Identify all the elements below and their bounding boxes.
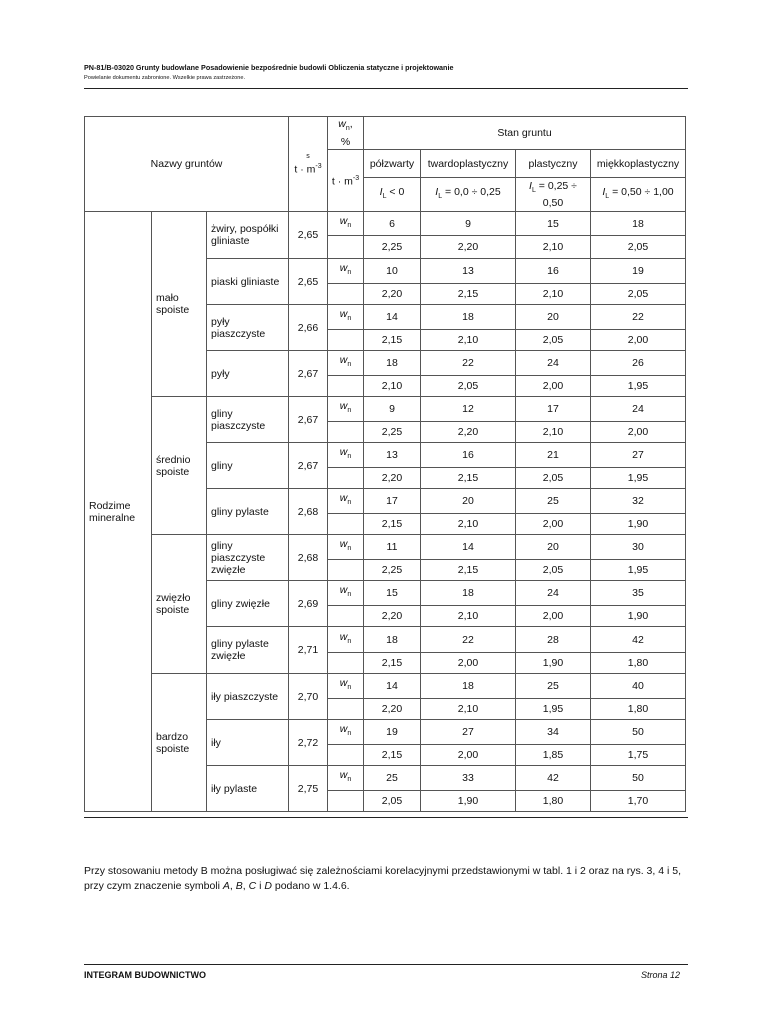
density-value: 1,80 <box>591 653 686 674</box>
moisture-header <box>328 117 364 150</box>
wn-w: w <box>339 538 348 551</box>
symbol-b: B <box>235 880 243 892</box>
moisture-value: 10 <box>364 259 421 284</box>
density-value: 1,90 <box>421 791 516 812</box>
density-value: 2,25 <box>364 236 421 259</box>
wn-unit: % <box>340 135 351 148</box>
moisture-value: 20 <box>421 489 516 514</box>
wn-sub: n <box>347 776 352 784</box>
il-range-3 <box>591 178 686 212</box>
state-polzwarty: półzwarty <box>364 150 421 178</box>
soil-row-wn <box>85 535 686 560</box>
density-value: 2,20 <box>421 422 516 443</box>
wn-comma: , <box>349 118 353 131</box>
specific-density-value: 2,75 <box>289 766 328 812</box>
note-paragraph <box>84 864 694 894</box>
density-value: 1,80 <box>516 791 591 812</box>
il-i: I <box>529 179 532 192</box>
wn-w: w <box>339 492 348 505</box>
density-symbol-cell <box>328 791 364 812</box>
density-unit-exponent: -3 <box>352 175 360 183</box>
soil-name: gliny zwięzłe <box>207 581 289 627</box>
density-value: 2,15 <box>421 560 516 581</box>
density-symbol-cell <box>328 699 364 720</box>
moisture-value: 26 <box>591 351 686 376</box>
moisture-value: 15 <box>364 581 421 606</box>
density-value: 2,10 <box>421 606 516 627</box>
moisture-value: 9 <box>421 212 516 236</box>
moisture-value: 25 <box>516 489 591 514</box>
wn-sub: n <box>347 684 352 692</box>
note-sep: , <box>229 880 236 892</box>
moisture-value: 50 <box>591 766 686 791</box>
density-value: 2,20 <box>364 606 421 627</box>
density-symbol-cell <box>328 514 364 535</box>
wn-symbol-cell <box>328 489 364 514</box>
density-value: 2,15 <box>364 330 421 351</box>
wn-sub: n <box>347 407 352 415</box>
density-symbol-cell <box>328 745 364 766</box>
moisture-value: 22 <box>591 305 686 330</box>
specific-density-value: 2,65 <box>289 212 328 259</box>
wn-sub: n <box>347 499 352 507</box>
wn-w: w <box>339 308 348 321</box>
density-value: 2,00 <box>591 422 686 443</box>
density-value: 2,25 <box>364 560 421 581</box>
density-value: 1,95 <box>591 468 686 489</box>
soil-group-name: mało spoiste <box>152 212 207 397</box>
specific-density-value: 2,69 <box>289 581 328 627</box>
soil-name: iły piaszczyste <box>207 674 289 720</box>
wn-w: w <box>339 214 348 227</box>
density-value: 2,00 <box>516 514 591 535</box>
moisture-value: 19 <box>364 720 421 745</box>
state-twardoplastyczny: twardoplastyczny <box>421 150 516 178</box>
wn-w: w <box>339 400 348 413</box>
specific-density-value: 2,72 <box>289 720 328 766</box>
moisture-value: 50 <box>591 720 686 745</box>
t-unit-exponent: -3 <box>315 162 322 170</box>
wn-symbol-cell <box>328 627 364 653</box>
il-l: L <box>531 187 536 195</box>
moisture-value: 40 <box>591 674 686 699</box>
density-value: 2,10 <box>421 514 516 535</box>
moisture-value: 15 <box>516 212 591 236</box>
il-range-0 <box>364 178 421 212</box>
rodzime-mineralne-cell: Rodzime mineralne <box>85 212 152 812</box>
wn-w: w <box>339 262 348 275</box>
soil-group-name: średnio spoiste <box>152 397 207 535</box>
density-symbol-cell <box>328 236 364 259</box>
soil-row-wn <box>85 212 686 236</box>
moisture-value: 24 <box>516 351 591 376</box>
moisture-value: 28 <box>516 627 591 653</box>
wn-sub: n <box>347 222 352 230</box>
density-value: 2,10 <box>364 376 421 397</box>
moisture-value: 18 <box>591 212 686 236</box>
specific-density-value: 2,71 <box>289 627 328 674</box>
moisture-value: 14 <box>421 535 516 560</box>
soil-name: gliny <box>207 443 289 489</box>
il-range-1 <box>421 178 516 212</box>
wn-sub: n <box>347 638 352 646</box>
specific-density-value: 2,68 <box>289 489 328 535</box>
density-value: 2,05 <box>591 284 686 305</box>
soil-name: gliny piaszczyste zwięzłe <box>207 535 289 581</box>
moisture-value: 17 <box>364 489 421 514</box>
footer-page-number: Strona 12 <box>641 970 681 980</box>
soil-group-name: zwięzło spoiste <box>152 535 207 674</box>
density-value: 2,10 <box>421 699 516 720</box>
il-value: < 0 <box>389 185 405 198</box>
wn-sub: n <box>347 315 352 323</box>
wn-symbol-cell <box>328 581 364 606</box>
specific-density-header <box>289 117 328 212</box>
soil-row-wn <box>85 397 686 422</box>
moisture-value: 27 <box>421 720 516 745</box>
il-l: L <box>438 193 443 201</box>
wn-symbol-cell <box>328 443 364 468</box>
moisture-value: 25 <box>516 674 591 699</box>
soil-name: gliny piaszczyste <box>207 397 289 443</box>
density-value: 2,05 <box>591 236 686 259</box>
note-text-2: podano w 1.4.6. <box>271 880 350 892</box>
note-sep: i <box>256 880 265 892</box>
moisture-value: 16 <box>421 443 516 468</box>
soil-name: pyły <box>207 351 289 397</box>
soil-state-header: Stan gruntu <box>364 117 686 150</box>
density-value: 2,15 <box>364 653 421 674</box>
density-value: 2,15 <box>421 284 516 305</box>
wn-w: w <box>339 769 348 782</box>
density-value: 2,15 <box>364 514 421 535</box>
soil-name: pyły piaszczyste <box>207 305 289 351</box>
density-value: 1,80 <box>591 699 686 720</box>
soil-names-header: Nazwy gruntów <box>85 117 289 212</box>
moisture-value: 25 <box>364 766 421 791</box>
il-i: I <box>435 185 439 198</box>
specific-density-value: 2,68 <box>289 535 328 581</box>
wn-symbol-cell <box>328 766 364 791</box>
symbol-d: D <box>264 880 272 892</box>
moisture-value: 21 <box>516 443 591 468</box>
moisture-value: 24 <box>516 581 591 606</box>
moisture-value: 30 <box>591 535 686 560</box>
state-miekkoplastyczny: miękkoplastyczny <box>591 150 686 178</box>
density-value: 2,00 <box>516 606 591 627</box>
footer-rule <box>84 964 688 965</box>
il-l: L <box>382 193 387 201</box>
density-value: 2,05 <box>516 468 591 489</box>
il-value: = 0,50 ÷ 1,00 <box>612 185 674 198</box>
moisture-value: 34 <box>516 720 591 745</box>
moisture-value: 9 <box>364 397 421 422</box>
wn-symbol-cell <box>328 305 364 330</box>
moisture-value: 22 <box>421 351 516 376</box>
density-value: 1,70 <box>591 791 686 812</box>
wn-symbol-cell <box>328 259 364 284</box>
moisture-value: 11 <box>364 535 421 560</box>
density-value: 2,05 <box>364 791 421 812</box>
soil-name: gliny pylaste <box>207 489 289 535</box>
specific-density-value: 2,66 <box>289 305 328 351</box>
density-value: 2,05 <box>421 376 516 397</box>
moisture-value: 22 <box>421 627 516 653</box>
density-value: 1,90 <box>591 514 686 535</box>
wn-w: w <box>339 584 348 597</box>
footer-publisher: INTEGRAM BUDOWNICTWO <box>84 970 206 980</box>
soil-row-wn <box>85 674 686 699</box>
density-value: 1,75 <box>591 745 686 766</box>
density-symbol-cell <box>328 376 364 397</box>
moisture-value: 20 <box>516 305 591 330</box>
symbol-c: C <box>248 880 257 892</box>
density-value: 2,05 <box>516 330 591 351</box>
moisture-value: 14 <box>364 674 421 699</box>
moisture-value: 18 <box>421 305 516 330</box>
t-unit: t · m <box>294 163 316 176</box>
symbol-a: A <box>222 880 230 892</box>
density-value: 2,20 <box>364 468 421 489</box>
wn-sub: n <box>345 125 350 133</box>
wn-symbol-cell <box>328 397 364 422</box>
s-symbol: s <box>306 152 310 160</box>
moisture-value: 6 <box>364 212 421 236</box>
soil-name: iły pylaste <box>207 766 289 812</box>
specific-density-value: 2,67 <box>289 397 328 443</box>
density-value: 1,85 <box>516 745 591 766</box>
soil-properties-table <box>84 116 686 812</box>
density-unit: t · m <box>331 175 353 188</box>
moisture-value: 18 <box>421 581 516 606</box>
moisture-value: 33 <box>421 766 516 791</box>
density-value: 2,20 <box>364 699 421 720</box>
document-header-subtitle: Powielanie dokumentu zabronione. Wszelkie prawa zastrzeżone. <box>84 75 246 81</box>
moisture-value: 16 <box>516 259 591 284</box>
wn-w: w <box>339 723 348 736</box>
moisture-value: 42 <box>516 766 591 791</box>
wn-sub: n <box>347 453 352 461</box>
soil-name: piaski gliniaste <box>207 259 289 305</box>
density-value: 2,10 <box>516 422 591 443</box>
density-value: 2,00 <box>421 653 516 674</box>
soil-name: iły <box>207 720 289 766</box>
moisture-value: 27 <box>591 443 686 468</box>
note-sep: , <box>242 880 249 892</box>
il-value: = 0,0 ÷ 0,25 <box>445 185 501 198</box>
specific-density-value: 2,67 <box>289 443 328 489</box>
density-value: 2,10 <box>516 284 591 305</box>
moisture-value: 13 <box>364 443 421 468</box>
specific-density-value: 2,70 <box>289 674 328 720</box>
il-i: I <box>379 185 383 198</box>
note-text-1: Przy stosowaniu metody B można posługiwać się zależnościami korelacyjnymi przedstawionymi w tabl. 1 i 2 oraz na rys. 3, 4 i 5, przy czym znaczenie symboli <box>84 865 681 892</box>
moisture-value: 35 <box>591 581 686 606</box>
density-value: 2,00 <box>516 376 591 397</box>
wn-w: w <box>339 677 348 690</box>
document-header-title: PN-81/B-03020 Grunty budowlane Posadowienie bezpośrednie budowli Obliczenia statyczne i projektowanie <box>84 63 454 72</box>
wn-w: w <box>339 354 348 367</box>
density-symbol-cell <box>328 606 364 627</box>
density-value: 2,15 <box>421 468 516 489</box>
moisture-value: 18 <box>364 627 421 653</box>
wn-symbol-cell <box>328 535 364 560</box>
density-value: 1,95 <box>591 560 686 581</box>
wn-w: w <box>339 446 348 459</box>
wn-symbol-cell <box>328 212 364 236</box>
moisture-value: 14 <box>364 305 421 330</box>
wn-sub: n <box>347 730 352 738</box>
wn-sub: n <box>347 269 352 277</box>
density-value: 2,20 <box>364 284 421 305</box>
moisture-value: 18 <box>421 674 516 699</box>
wn-sub: n <box>347 591 352 599</box>
wn-symbol-cell <box>328 674 364 699</box>
density-symbol-cell <box>328 330 364 351</box>
density-symbol-cell <box>328 284 364 305</box>
wn-w: w <box>339 630 348 643</box>
density-value: 2,10 <box>421 330 516 351</box>
soil-name: gliny pylaste zwięzłe <box>207 627 289 674</box>
density-value: 2,00 <box>421 745 516 766</box>
table-bottom-rule <box>84 817 688 818</box>
state-plastyczny: plastyczny <box>516 150 591 178</box>
wn-w: w <box>338 118 346 131</box>
density-value: 2,05 <box>516 560 591 581</box>
moisture-value: 24 <box>591 397 686 422</box>
density-symbol-cell <box>328 653 364 674</box>
density-value: 2,25 <box>364 422 421 443</box>
density-value: 2,00 <box>591 330 686 351</box>
density-symbol-cell <box>328 468 364 489</box>
wn-sub: n <box>347 361 352 369</box>
moisture-value: 17 <box>516 397 591 422</box>
moisture-value: 42 <box>591 627 686 653</box>
wn-symbol-cell <box>328 351 364 376</box>
moisture-value: 20 <box>516 535 591 560</box>
soil-name: żwiry, pospółki gliniaste <box>207 212 289 259</box>
wn-sub: n <box>347 545 352 553</box>
il-i: I <box>602 185 606 198</box>
moisture-value: 19 <box>591 259 686 284</box>
moisture-value: 32 <box>591 489 686 514</box>
moisture-value: 18 <box>364 351 421 376</box>
density-symbol-cell <box>328 560 364 581</box>
density-value: 2,10 <box>516 236 591 259</box>
density-unit-header <box>328 150 364 212</box>
moisture-value: 13 <box>421 259 516 284</box>
density-value: 2,20 <box>421 236 516 259</box>
il-value: = 0,25 ÷ 0,50 <box>538 179 577 210</box>
density-value: 1,90 <box>591 606 686 627</box>
density-value: 2,15 <box>364 745 421 766</box>
header-rule <box>84 88 688 89</box>
specific-density-value: 2,65 <box>289 259 328 305</box>
density-value: 1,95 <box>516 699 591 720</box>
specific-density-value: 2,67 <box>289 351 328 397</box>
density-value: 1,95 <box>591 376 686 397</box>
soil-group-name: bardzo spoiste <box>152 674 207 812</box>
wn-symbol-cell <box>328 720 364 745</box>
il-range-2 <box>516 178 591 212</box>
density-value: 1,90 <box>516 653 591 674</box>
il-l: L <box>605 193 610 201</box>
moisture-value: 12 <box>421 397 516 422</box>
density-symbol-cell <box>328 422 364 443</box>
